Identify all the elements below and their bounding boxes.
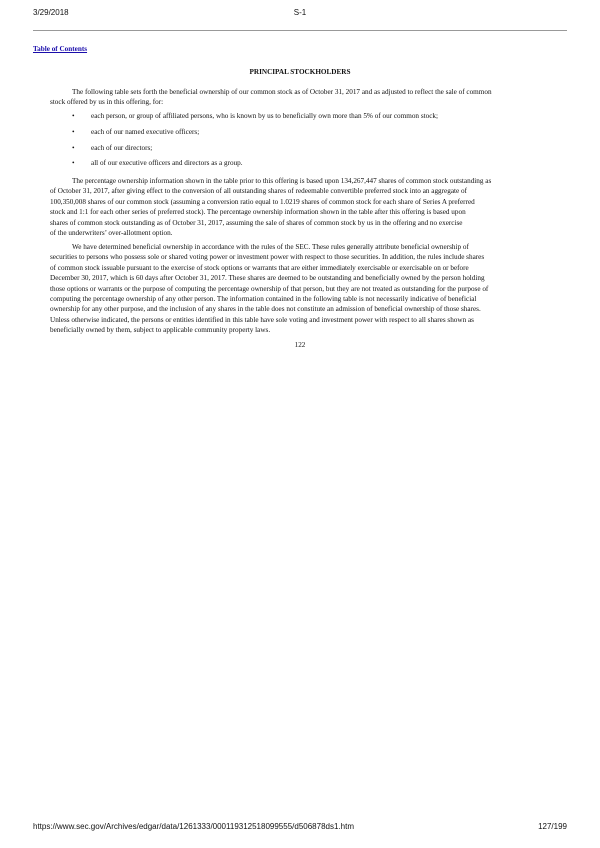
header-divider	[33, 30, 567, 31]
list-item: each person, or group of affiliated persons, who is known by us to beneficially own more than 5% of our common stock;	[91, 112, 438, 120]
text-line: stock and 1:1 for each other series of preferred stock). The percentage ownership information shown in the table after this offering is based upon	[50, 208, 466, 217]
text-line: of the underwriters’ over-allotment option.	[50, 229, 173, 237]
text-line: beneficially owned by them, subject to applicable community property laws.	[50, 326, 271, 335]
text-line: Unless otherwise indicated, the persons or entities identified in this table have sole voting and investment power with respect to all shares shown as	[50, 315, 474, 324]
text-line: ownership for any other purpose, and the inclusion of any shares in the table does not constitute an admission of beneficial ownership of those shares.	[50, 305, 481, 314]
bullet-icon: •	[72, 159, 75, 168]
text-line: of common stock issuable pursuant to the exercise of stock options or warrants that are either immediately exercisable or exercisable on or before	[50, 263, 469, 272]
document-title: S-1	[293, 8, 307, 17]
text-line: The percentage ownership information shown in the table prior to this offering is based upon 134,267,447 shares of common stock outstanding as	[72, 177, 492, 185]
text-line: 100,350,008 shares of our common stock (assuming a conversion ratio equal to 1.0219 shares of common stock for each share of Series A preferred	[50, 197, 475, 206]
section-title: PRINCIPAL STOCKHOLDERS	[249, 68, 351, 76]
print-date: 3/29/2018	[33, 8, 69, 17]
text-line: stock offered by us in this offering, for:	[50, 98, 164, 107]
table-of-contents-link[interactable]: Table of Contents	[33, 45, 88, 53]
text-line: of October 31, 2017, after giving effect to the conversion of all outstanding shares of redeemable convertible preferred stock into an aggregate of	[50, 187, 467, 196]
text-line: those options or warrants or the purpose of computing the percentage ownership of that person, but they are not treated as outstanding for the purpose of	[50, 284, 489, 293]
text-line: December 30, 2017, which is 60 days after October 31, 2017. These shares are deemed to be outstanding and beneficially owned by the person holding	[50, 274, 485, 283]
text-line: computing the percentage ownership of any other person. The information contained in the following table is not necessarily indicative of beneficial	[50, 295, 477, 303]
bullet-icon: •	[72, 127, 75, 136]
list-item: all of our executive officers and directors as a group.	[91, 159, 243, 168]
text-line: securities to persons who possess sole or shared voting power or investment power with respect to those securities. In addition, the rules include shares	[50, 253, 485, 262]
text-line: We have determined beneficial ownership in accordance with the rules of the SEC. These rules generally attribute beneficial ownership of	[72, 243, 469, 251]
bullet-icon: •	[72, 112, 75, 120]
footer-url: https://www.sec.gov/Archives/edgar/data/1261333/000119312518099555/d506878ds1.htm	[33, 822, 354, 831]
list-item: each of our directors;	[91, 143, 153, 152]
page-number: 122	[294, 341, 306, 349]
bullet-icon: •	[72, 143, 75, 152]
text-line: The following table sets forth the beneficial ownership of our common stock as of October 31, 2017 and as adjusted to reflect the sale of common	[72, 88, 492, 96]
text-line: shares of common stock outstanding as of October 31, 2017, assuming the sale of shares of common stock by us in the offering and no exercise	[50, 218, 463, 227]
list-item: each of our named executive officers;	[91, 127, 200, 136]
footer-page-count: 127/199	[538, 822, 567, 831]
